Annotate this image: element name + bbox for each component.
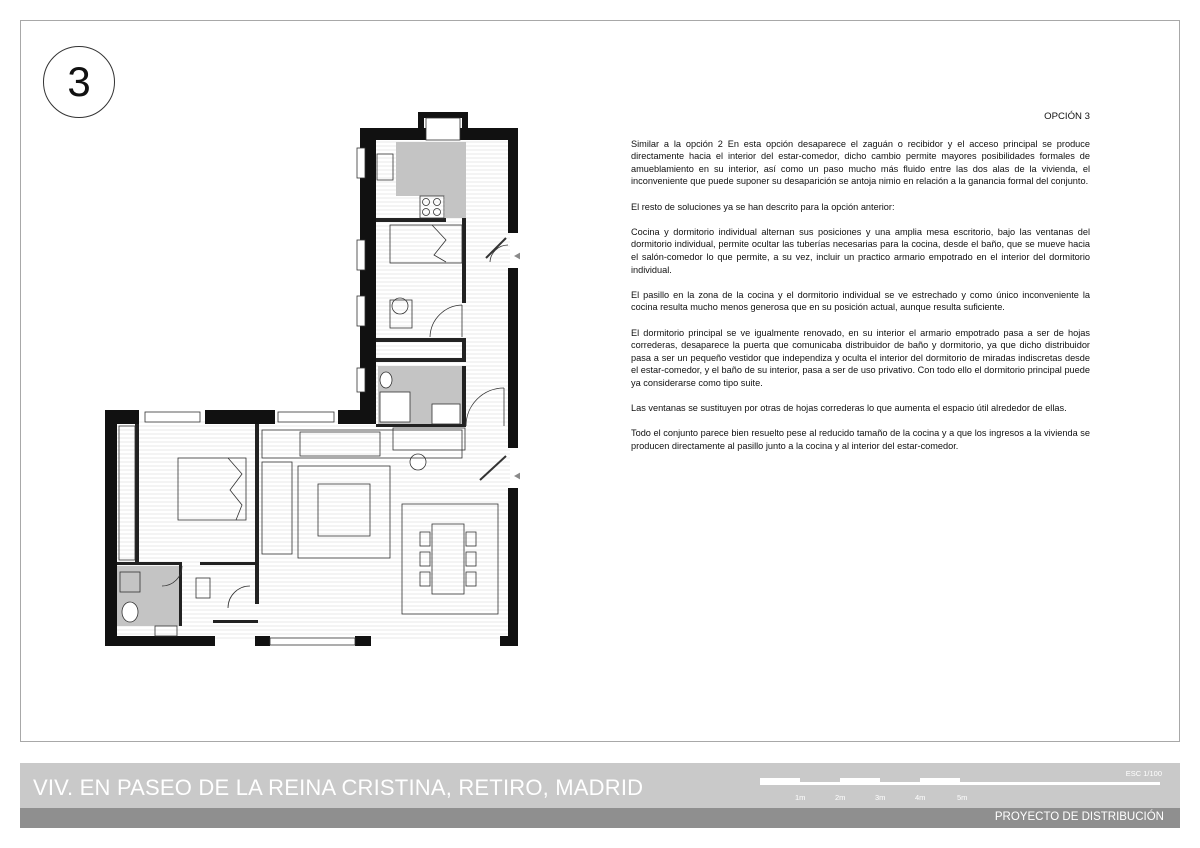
description-paragraph-3: Cocina y dormitorio individual alternan sus posiciones y una amplia mesa escritorio, bajo las ventanas del dormitorio individual, permite ocultar las tuberías necesarias para la cocina, desde el baño, que se mueve hacia el salón-comedor lo que permite, a su vez, incluir un practico armario empotrado en el interior del dormitorio individual. — [631, 226, 1090, 275]
scale-tick-1m: 1m — [795, 793, 806, 802]
description-paragraph-4: El pasillo en la zona de la cocina y el dormitorio individual se ve estrechado y como único inconveniente la cocina resulta mucho menos generosa que en su posición actual, aunque resulta suficiente. — [631, 289, 1090, 313]
description-paragraph-7: Todo el conjunto parece bien resuelto pese al reducido tamaño de la cocina y a que los ingresos a la vivienda se producen directamente al pasillo junto a la cocina y al interior del estar-comedor. — [631, 428, 1090, 451]
option-description — [631, 111, 1090, 465]
description-paragraph-1: Similar a la opción 2 En esta opción desaparece el zaguán o recibidor y el acceso principal se produce directamente hacia el interior del estar-comedor, dicho cambio permite mayores posibilidades formales de amueblamiento en su interior, así como un paso mucho más fluido entre las dos alas de la vivienda, el inconveniente que puede suponer su desaparición se antoja nimio en relación a la ganancia formal del conjunto. — [631, 138, 1090, 187]
description-paragraph-6: Las ventanas se sustituyen por otras de hojas correderas lo que aumenta el espacio útil alrededor de ellas. — [631, 403, 1067, 414]
scale-tick-5m: 5m — [957, 793, 968, 802]
option-title: OPCIÓN 3 — [1044, 111, 1090, 122]
scale-tick-4m: 4m — [915, 793, 926, 802]
project-title: VIV. EN PASEO DE LA REINA CRISTINA, RETIRO, MADRID — [33, 775, 644, 800]
sheet-number: 3 — [67, 58, 91, 105]
description-paragraph-2: El resto de soluciones ya se han descrito para la opción anterior: — [631, 201, 895, 212]
scale-tick-2m: 2m — [835, 793, 846, 802]
entrance-arrow-top — [514, 248, 520, 264]
scale-tick-3m: 3m — [875, 793, 886, 802]
scale-label: ESC 1/100 — [1125, 769, 1162, 778]
entrance-arrow-bottom — [514, 468, 520, 484]
description-paragraph-5: El dormitorio principal se ve igualmente renovado, en su interior el armario empotrado pasa a ser de hojas correderas, desaparece la puerta que comunicaba distribuidor de baño y dormitorio, ya que dicho distribuidor pasa a ser un pequeño vestidor que independiza y oculta el interior del dormitorio de miradas indiscretas desde el estar-comedor, y el baño de su interior, pasa a ser de uso privativo. Con todo ello el dormitorio principal puede ya considerarse como tipo suite. — [631, 327, 1090, 388]
scale-bar-graphic — [760, 778, 1180, 792]
graphic-scale — [760, 778, 1180, 804]
floor-plan — [100, 100, 520, 660]
project-subtitle: PROYECTO DE DISTRIBUCIÓN — [994, 811, 1164, 823]
